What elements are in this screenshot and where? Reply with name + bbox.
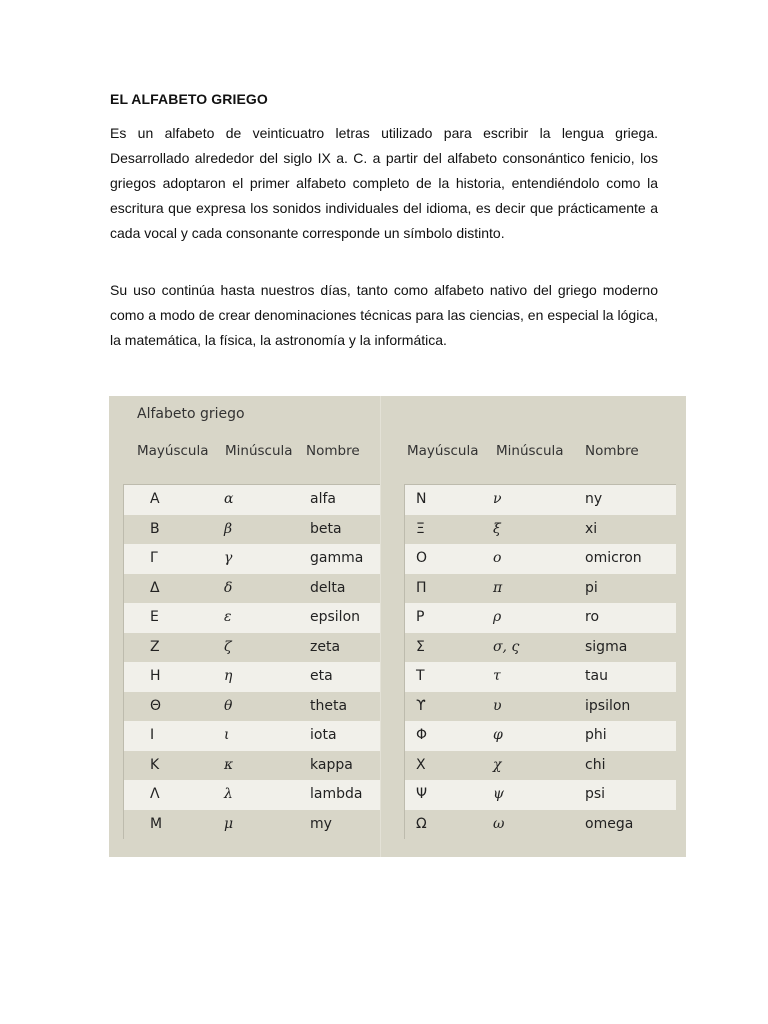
letter-lowercase: κ	[224, 756, 234, 773]
letter-name: chi	[585, 756, 606, 773]
table-row	[124, 662, 380, 692]
letter-name: ny	[585, 491, 603, 507]
table-row	[405, 780, 676, 810]
letter-lowercase: τ	[493, 668, 501, 684]
letter-lowercase: ψ	[493, 786, 504, 802]
letter-lowercase: ξ	[493, 520, 501, 537]
table-row	[124, 810, 380, 840]
letter-uppercase: Ι	[150, 727, 155, 743]
letter-name: iota	[310, 727, 337, 743]
letter-name: my	[310, 815, 332, 832]
table-row	[124, 721, 380, 751]
table-row	[405, 692, 676, 722]
letter-lowercase: σ, ς	[493, 638, 520, 655]
letter-uppercase: Ξ	[416, 520, 425, 537]
letter-name: alfa	[310, 491, 336, 507]
letter-uppercase: Θ	[150, 697, 162, 714]
letter-uppercase: Ω	[416, 815, 427, 832]
table-row	[124, 633, 380, 663]
letter-name: pi	[585, 579, 598, 596]
letter-name: lambda	[310, 786, 363, 802]
table-row	[124, 515, 380, 545]
letter-name: xi	[585, 520, 598, 537]
table-row	[124, 692, 380, 722]
letter-lowercase: μ	[224, 815, 234, 832]
letter-uppercase: Ε	[150, 609, 159, 625]
letter-uppercase: Ρ	[416, 609, 425, 625]
page-title: EL ALFABETO GRIEGO	[110, 91, 268, 107]
letter-lowercase: α	[224, 491, 234, 507]
letter-lowercase: ι	[224, 727, 230, 743]
letter-name: delta	[310, 579, 346, 596]
table-row	[405, 662, 676, 692]
letter-name: sigma	[585, 638, 628, 655]
table-row	[124, 544, 380, 574]
table-left-half	[123, 484, 380, 839]
header-name-right: Nombre	[585, 443, 639, 459]
table-row	[405, 603, 676, 633]
letter-lowercase: ζ	[224, 638, 232, 655]
letter-uppercase: Ζ	[150, 638, 160, 655]
header-uppercase-right: Mayúscula	[407, 443, 479, 459]
table-row	[124, 751, 380, 781]
letter-uppercase: Η	[150, 668, 161, 684]
letter-lowercase: ο	[493, 550, 502, 566]
table-row	[405, 633, 676, 663]
letter-name: zeta	[310, 638, 341, 655]
letter-uppercase: Α	[150, 491, 160, 507]
table-caption: Alfabeto griego	[137, 406, 245, 422]
letter-lowercase: φ	[493, 727, 503, 743]
letter-lowercase: ε	[224, 609, 232, 625]
letter-lowercase: δ	[224, 579, 233, 596]
table-row	[124, 485, 380, 515]
letter-uppercase: Ν	[416, 491, 427, 507]
table-right-half	[404, 484, 676, 839]
letter-name: eta	[310, 668, 333, 684]
letter-uppercase: Χ	[416, 756, 426, 773]
header-name-left: Nombre	[306, 443, 360, 459]
letter-uppercase: Β	[150, 520, 160, 537]
letter-lowercase: ν	[493, 491, 502, 507]
letter-uppercase: Ο	[416, 550, 428, 566]
header-lowercase-right: Minúscula	[496, 443, 564, 459]
table-row	[124, 780, 380, 810]
letter-lowercase: ρ	[493, 609, 502, 625]
letter-name: ro	[585, 609, 600, 625]
letter-uppercase: Σ	[416, 638, 425, 655]
header-lowercase-left: Minúscula	[225, 443, 293, 459]
intro-paragraph: Es un alfabeto de veinticuatro letras utilizado para escribir la lengua griega. Desarrollado alrededor del siglo IX a. C. a partir del alfabeto consonántico fenicio, los griegos adoptaron el primer alfabeto completo de la historia, entendiéndolo como la escritura que expresa los sonidos individuales del idioma, es decir que prácticamente a cada vocal y cada consonante corresponde un símbolo distinto.	[110, 125, 658, 241]
letter-lowercase: β	[224, 520, 233, 537]
letter-name: kappa	[310, 756, 353, 773]
letter-name: gamma	[310, 550, 364, 566]
letter-lowercase: υ	[493, 697, 502, 714]
letter-name: tau	[585, 668, 608, 684]
letter-name: omega	[585, 815, 634, 832]
letter-uppercase: Κ	[150, 756, 160, 773]
table-divider	[380, 396, 381, 857]
table-row	[405, 574, 676, 604]
letter-lowercase: λ	[224, 786, 233, 802]
table-row	[405, 810, 676, 840]
letter-lowercase: χ	[493, 756, 502, 773]
table-row	[405, 721, 676, 751]
table-row	[405, 515, 676, 545]
letter-uppercase: Π	[416, 579, 427, 596]
letter-uppercase: ϒ	[416, 697, 426, 714]
letter-name: psi	[585, 786, 606, 802]
letter-uppercase: Φ	[416, 727, 428, 743]
header-uppercase-left: Mayúscula	[137, 443, 209, 459]
letter-name: beta	[310, 520, 342, 537]
letter-uppercase: Γ	[150, 550, 158, 566]
letter-name: epsilon	[310, 609, 361, 625]
table-row	[405, 544, 676, 574]
table-row	[405, 485, 676, 515]
letter-uppercase: Λ	[150, 786, 160, 802]
letter-uppercase: Μ	[150, 815, 163, 832]
letter-uppercase: Ψ	[416, 786, 428, 802]
letter-lowercase: γ	[224, 550, 233, 566]
letter-lowercase: ω	[493, 815, 505, 832]
letter-lowercase: η	[224, 668, 233, 684]
letter-lowercase: π	[493, 579, 503, 596]
letter-lowercase: θ	[224, 697, 233, 714]
letter-name: theta	[310, 697, 348, 714]
table-row	[124, 603, 380, 633]
table-row	[405, 751, 676, 781]
letter-name: phi	[585, 727, 607, 743]
greek-alphabet-table	[109, 396, 686, 857]
usage-paragraph: Su uso continúa hasta nuestros días, tanto como alfabeto nativo del griego moderno como a modo de crear denominaciones técnicas para las ciencias, en especial la lógica, la matemática, la física, la astronomía y la informática.	[110, 282, 658, 348]
letter-name: omicron	[585, 550, 642, 566]
letter-uppercase: Τ	[416, 668, 425, 684]
letter-name: ipsilon	[585, 697, 631, 714]
table-row	[124, 574, 380, 604]
letter-uppercase: Δ	[150, 579, 160, 596]
